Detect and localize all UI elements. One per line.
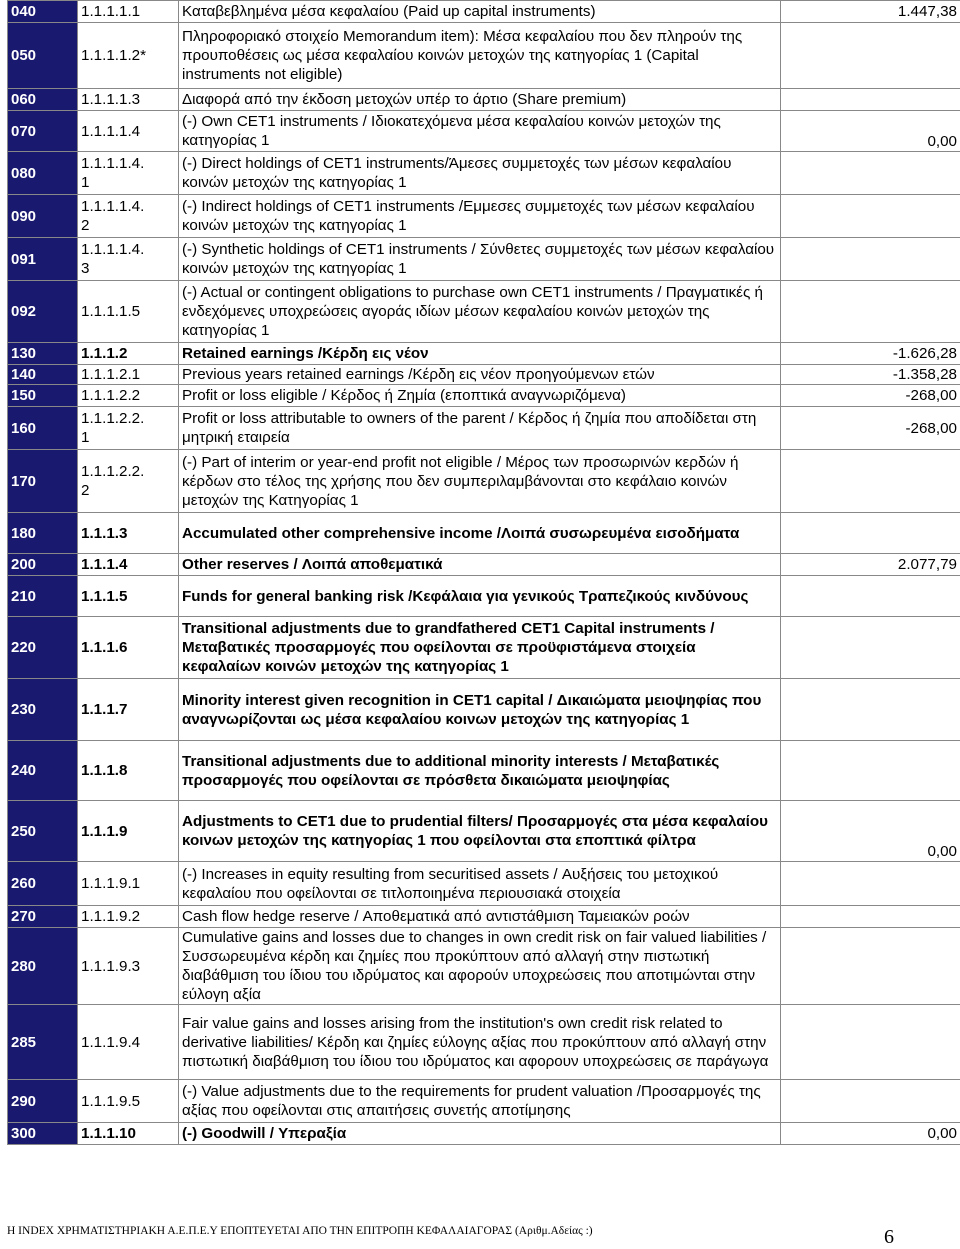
row-code: 1.1.1.9.2 — [78, 906, 179, 928]
row-label: (-) Actual or contingent obligations to purchase own CET1 instruments / Πραγματικές ή ενδεχόμενες υποχρεώσεις αγοράς ιδίων μέσων κεφαλαίου κοινών μετοχών της κατηγορίας 1 — [179, 281, 781, 343]
table-row — [8, 89, 960, 111]
row-label: (-) Synthetic holdings of CET1 instruments / Σύνθετες συμμετοχές των μέσων κεφαλαίου κοινών μετοχών της κατηγορίας 1 — [179, 238, 781, 281]
row-code: 1.1.1.7 — [78, 679, 179, 741]
row-label: Retained earnings /Κέρδη εις νέον — [179, 343, 781, 365]
row-code: 1.1.1.2.1 — [78, 365, 179, 385]
row-label: Accumulated other comprehensive income /Λοιπά συσωρευμένα εισοδήματα — [179, 513, 781, 554]
row-label: Cash flow hedge reserve / Αποθεματικά από αντιστάθμιση Ταμειακών ροών — [179, 906, 781, 928]
row-number: 270 — [8, 906, 78, 928]
row-value — [781, 238, 960, 281]
row-code: 1.1.1.9.1 — [78, 862, 179, 906]
table-row — [8, 928, 960, 1005]
table-row — [8, 281, 960, 343]
row-value — [781, 89, 960, 111]
row-number: 090 — [8, 195, 78, 238]
table-row — [8, 365, 960, 385]
row-label: Minority interest given recognition in CET1 capital / Δικαιώματα μειοψηφίας που αναγνωρίζονται ως μέσα κεφαλαίου κοινων μετοχών της κατηγορίας 1 — [179, 679, 781, 741]
row-value: 0,00 — [781, 111, 960, 152]
row-value — [781, 23, 960, 89]
row-value: -268,00 — [781, 385, 960, 407]
row-label: (-) Indirect holdings of CET1 instruments /Εμμεσες συμμετοχές των μέσων κεφαλαίου κοινών μετοχών της κατηγορίας 1 — [179, 195, 781, 238]
row-number: 150 — [8, 385, 78, 407]
row-code: 1.1.1.2.2. 2 — [78, 450, 179, 513]
table-row — [8, 1, 960, 23]
row-number: 070 — [8, 111, 78, 152]
capital-table — [7, 0, 960, 1145]
row-code: 1.1.1.1.5 — [78, 281, 179, 343]
row-number: 130 — [8, 343, 78, 365]
row-label: Διαφορά από την έκδοση μετοχών υπέρ το άρτιο (Share premium) — [179, 89, 781, 111]
row-label: Funds for general banking risk /Κεφάλαια για γενικούς Τραπεζικούς κινδύνους — [179, 576, 781, 617]
table-row — [8, 679, 960, 741]
row-number: 210 — [8, 576, 78, 617]
row-number: 230 — [8, 679, 78, 741]
footer-text: Η INDEX ΧΡΗΜΑΤΙΣΤΗΡΙΑΚΗ Α.Ε.Π.Ε.Υ ΕΠΟΠΤΕΥΕΤΑΙ ΑΠΟ ΤΗΝ ΕΠΙΤΡΟΠΗ ΚΕΦΑΛΑΙΑΓΟΡΑΣ (Αριθμ.Αδείας :) — [7, 1225, 593, 1237]
row-code: 1.1.1.6 — [78, 617, 179, 679]
row-value: -1.626,28 — [781, 343, 960, 365]
table-row — [8, 801, 960, 862]
row-value: 1.447,38 — [781, 1, 960, 23]
row-number: 240 — [8, 741, 78, 801]
row-code: 1.1.1.3 — [78, 513, 179, 554]
table-row — [8, 385, 960, 407]
table-row — [8, 513, 960, 554]
row-value — [781, 928, 960, 1005]
table-row — [8, 617, 960, 679]
row-number: 080 — [8, 152, 78, 195]
row-value — [781, 1080, 960, 1123]
row-label: Profit or loss attributable to owners of the parent / Κέρδος ή ζημία που αποδίδεται στη μητρική εταιρεία — [179, 407, 781, 450]
row-label: Adjustments to CET1 due to prudential filters/ Προσαρμογές στα μέσα κεφαλαίου κοινων μετοχών της κατηγορίας 1 που οφείλονται στα εποπτικά φίλτρα — [179, 801, 781, 862]
row-value: -268,00 — [781, 407, 960, 450]
row-value — [781, 617, 960, 679]
row-code: 1.1.1.2.2. 1 — [78, 407, 179, 450]
row-value — [781, 576, 960, 617]
row-number: 060 — [8, 89, 78, 111]
row-code: 1.1.1.2 — [78, 343, 179, 365]
row-code: 1.1.1.1.4. 1 — [78, 152, 179, 195]
row-number: 290 — [8, 1080, 78, 1123]
row-value — [781, 1005, 960, 1080]
row-code: 1.1.1.10 — [78, 1123, 179, 1145]
table-row — [8, 1123, 960, 1145]
table-row — [8, 343, 960, 365]
row-code: 1.1.1.4 — [78, 554, 179, 576]
row-label: Fair value gains and losses arising from the institution's own credit risk related to derivative liabilities/ Κέρδη και ζημίες εύλογης αξίας που προκύπτουν από αλλαγή στην πιστωτική διαβάθμιση του ίδιου του ιδρύματος και αφορουν υποχρεώσεις σε παράγωγα — [179, 1005, 781, 1080]
row-value — [781, 195, 960, 238]
row-code: 1.1.1.1.1 — [78, 1, 179, 23]
row-number: 092 — [8, 281, 78, 343]
row-number: 140 — [8, 365, 78, 385]
row-number: 091 — [8, 238, 78, 281]
row-value — [781, 679, 960, 741]
row-code: 1.1.1.1.2* — [78, 23, 179, 89]
row-label: Previous years retained earnings /Κέρδη εις νέον προηγούμενων ετών — [179, 365, 781, 385]
row-value: -1.358,28 — [781, 365, 960, 385]
row-number: 260 — [8, 862, 78, 906]
table-row — [8, 741, 960, 801]
row-value — [781, 513, 960, 554]
row-label: Πληροφοριακό στοιχείο Memorandum item): Μέσα κεφαλαίου που δεν πληρούν της προυποθέσεις ως μέσα κεφαλαίου κοινών μετοχών της κατηγορίας 1 (Capital instruments not eligible) — [179, 23, 781, 89]
table-row — [8, 111, 960, 152]
row-number: 280 — [8, 928, 78, 1005]
row-code: 1.1.1.9 — [78, 801, 179, 862]
row-label: (-) Own CET1 instruments / Ιδιοκατεχόμενα μέσα κεφαλαίου κοινών μετοχών της κατηγορίας 1 — [179, 111, 781, 152]
row-number: 220 — [8, 617, 78, 679]
table-row — [8, 450, 960, 513]
row-number: 160 — [8, 407, 78, 450]
row-value — [781, 906, 960, 928]
row-label: (-) Goodwill / Υπεραξία — [179, 1123, 781, 1145]
table-row — [8, 152, 960, 195]
row-code: 1.1.1.9.4 — [78, 1005, 179, 1080]
row-label: Transitional adjustments due to additional minority interests / Μεταβατικές προσαρμογές που οφείλονται σε πρόσθετα δικαιώματα μειοψηφίας — [179, 741, 781, 801]
row-code: 1.1.1.1.3 — [78, 89, 179, 111]
row-code: 1.1.1.9.5 — [78, 1080, 179, 1123]
row-value — [781, 281, 960, 343]
capital-table-body — [8, 1, 960, 1145]
row-label: Transitional adjustments due to grandfathered CET1 Capital instruments /Μεταβατικές προσαρμογές που οφείλονται σε προϋφιστάμενα στοιχεία κεφαλαίων κοινών μετοχών της κατηγορίας 1 — [179, 617, 781, 679]
row-label: Other reserves / Λοιπά αποθεματικά — [179, 554, 781, 576]
table-row — [8, 23, 960, 89]
row-code: 1.1.1.5 — [78, 576, 179, 617]
table-row — [8, 1080, 960, 1123]
table-row — [8, 862, 960, 906]
row-label: (-) Increases in equity resulting from securitised assets / Αυξήσεις του μετοχικού κεφαλαίου που οφείλονται σε τιτλοποιημένα περιουσιακά στοιχεία — [179, 862, 781, 906]
row-number: 170 — [8, 450, 78, 513]
row-value: 2.077,79 — [781, 554, 960, 576]
row-label: Cumulative gains and losses due to changes in own credit risk on fair valued liabilities / Συσσωρευμένα κέρδη και ζημίες που προκύπτουν από αλλαγή στην πιστωτική διαβάθμιση του ίδιου του ιδρύματος και αφορούν υποχρεώσεις που αποτιμώνται στην εύλογη αξία — [179, 928, 781, 1005]
row-label: (-) Part of interim or year-end profit not eligible / Μέρος των προσωρινών κερδών ή κέρδων στο τέλος της χρήσης που δεν συμπεριλαμβάνονται στο κεφάλαιο κοινών μετοχών της Κατηγορίας 1 — [179, 450, 781, 513]
table-row — [8, 1005, 960, 1080]
row-value: 0,00 — [781, 1123, 960, 1145]
row-number: 300 — [8, 1123, 78, 1145]
row-label: (-) Direct holdings of CET1 instruments/Άμεσες συμμετοχές των μέσων κεφαλαίου κοινών μετοχών της κατηγορίας 1 — [179, 152, 781, 195]
table-row — [8, 576, 960, 617]
row-label: Profit or loss eligible / Κέρδος ή Ζημία (εποπτικά αναγνωριζόμενα) — [179, 385, 781, 407]
row-value — [781, 741, 960, 801]
row-number: 180 — [8, 513, 78, 554]
row-value: 0,00 — [781, 801, 960, 862]
row-code: 1.1.1.1.4 — [78, 111, 179, 152]
row-code: 1.1.1.2.2 — [78, 385, 179, 407]
table-row — [8, 238, 960, 281]
row-code: 1.1.1.1.4. 2 — [78, 195, 179, 238]
row-code: 1.1.1.8 — [78, 741, 179, 801]
row-value — [781, 862, 960, 906]
row-value — [781, 450, 960, 513]
row-number: 285 — [8, 1005, 78, 1080]
table-row — [8, 554, 960, 576]
row-number: 050 — [8, 23, 78, 89]
table-row — [8, 407, 960, 450]
row-label: Καταβεβλημένα μέσα κεφαλαίου (Paid up capital instruments) — [179, 1, 781, 23]
row-label: (-) Value adjustments due to the requirements for prudent valuation /Προσαρμογές της αξίας που οφείλονται στις απαιτήσεις συνετής αποτίμησης — [179, 1080, 781, 1123]
row-code: 1.1.1.1.4. 3 — [78, 238, 179, 281]
page-number: 6 — [884, 1226, 894, 1249]
row-number: 040 — [8, 1, 78, 23]
row-code: 1.1.1.9.3 — [78, 928, 179, 1005]
table-row — [8, 195, 960, 238]
row-number: 200 — [8, 554, 78, 576]
table-row — [8, 906, 960, 928]
row-number: 250 — [8, 801, 78, 862]
row-value — [781, 152, 960, 195]
